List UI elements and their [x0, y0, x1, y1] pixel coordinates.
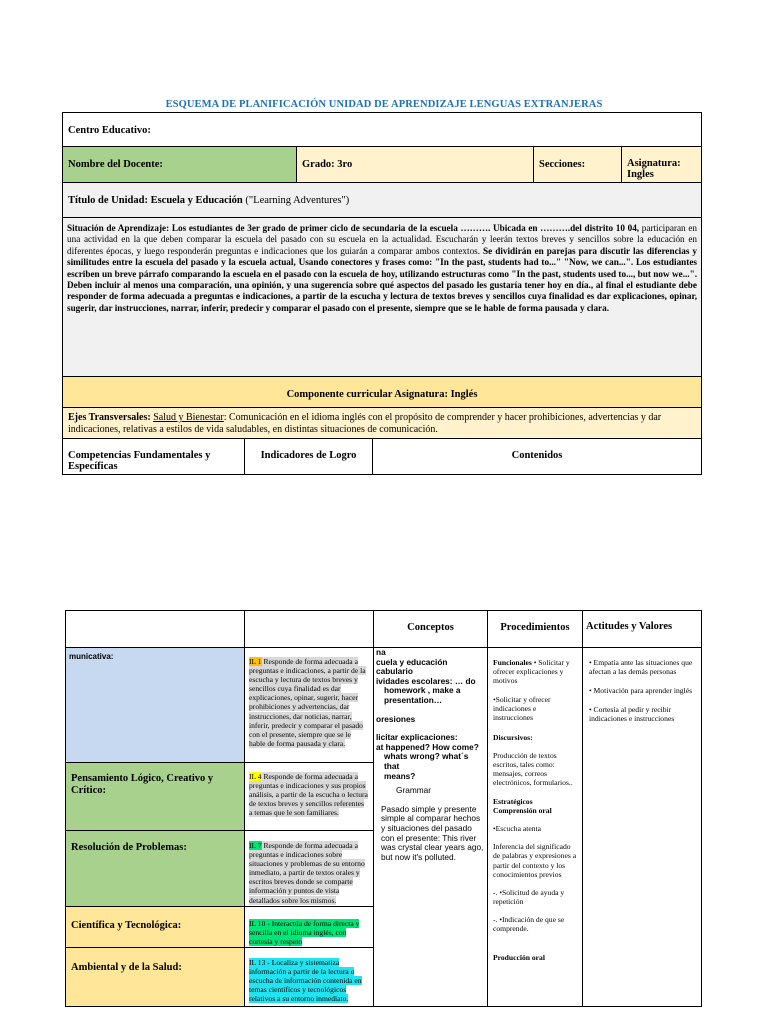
blank-header-cell-2	[244, 610, 374, 648]
col-procedimientos-label: Procedimientos	[500, 622, 570, 633]
competencia-name: Científica y Tecnológica:	[71, 920, 182, 931]
col-actitudes-header	[582, 610, 702, 648]
competencia-pensamiento	[65, 762, 245, 831]
grado-cell	[296, 146, 534, 183]
ejes-label: Ejes Transversales:	[68, 412, 151, 423]
concepto-line: presentation…	[384, 694, 443, 705]
indicador-il4	[244, 762, 374, 831]
actitudes-cell	[582, 647, 702, 1007]
indicador-text: - Localiza y sistematiza información a partir de la lectura o escucha de información contenida en temas científicos y tecnológicos relativos a su entorno inmediato.	[249, 958, 362, 1004]
proc-inferencia: Inferencia del significado de palabras y expresiones a partir del contexto y los conocimientos previos	[493, 842, 577, 879]
concepto-line: oresiones	[376, 713, 416, 724]
indicador-il7	[244, 830, 374, 907]
col-actitudes-label: Actitudes y Valores	[586, 621, 673, 632]
proc-indicacion: -. •Indicación de que se comprende.	[493, 914, 565, 933]
indicador-tag: IL 4	[249, 772, 262, 781]
concepto-line: licitar explicaciones:	[376, 732, 458, 743]
document-title: ESQUEMA DE PLANIFICACIÓN UNIDAD DE APRENDIZAJE LENGUAS EXTRANJERAS	[165, 99, 603, 110]
grado-label: Grado: 3ro	[302, 159, 353, 170]
proc-ayuda: -. •Solicitud de ayuda y repetición	[493, 887, 565, 906]
competencia-ambiental	[65, 947, 245, 1007]
indicador-tag: IL 7	[249, 841, 262, 850]
proc-discursivos: Discursivos:	[493, 732, 533, 742]
competencia-name: Resolución de Problemas:	[71, 842, 187, 853]
indicador-il10	[244, 906, 374, 948]
indicador-text: - Interactúa de forma directa y sencilla en el idioma inglés, con cortesía y respeto	[249, 919, 360, 947]
indicador-text: Responde de forma adecuada a preguntas e indicaciones y sus propios análisis, a partir de la escucha o lectura de textos breves y sencillos referentes a temas que le son familiares.	[249, 772, 368, 818]
competencia-name: Ambiental y de la Salud:	[71, 962, 182, 973]
concepto-line: at happened? How come?	[376, 741, 479, 752]
situacion-aprendizaje-cell	[62, 217, 702, 377]
componente-curricular-label: Componente curricular Asignatura: Inglés	[286, 389, 478, 400]
blank-header-cell	[65, 610, 245, 648]
col-contenidos-header	[372, 438, 702, 475]
situacion-p1: Los estudiantes de 3er grado de primer ciclo de secundaria de la escuela ………. Ubicada en ……….del distrito 10 04,	[169, 223, 640, 233]
situacion-label: Situación de Aprendizaje:	[67, 223, 170, 233]
proc-funcionales-label: Funcionales	[493, 658, 532, 667]
col-competencias-label: Competencias Fundamentales y Específicas	[68, 450, 211, 472]
secciones-label: Secciones:	[539, 159, 586, 170]
proc-produccion-oral: Producción oral	[493, 953, 545, 963]
asignatura-cell	[621, 146, 702, 183]
competencia-name: Pensamiento Lógico, Creativo y Crítico:	[71, 773, 214, 796]
concepto-line: na	[376, 647, 386, 657]
concepto-pasado: Pasado simple y presente simple al comparar hechos y situaciones del pasado con el presente: This river was crystal clear years ago, but now it's polluted.	[381, 803, 484, 862]
col-procedimientos-header	[487, 610, 583, 648]
ejes-tema: Salud y Bienestar	[153, 412, 224, 423]
proc-solicitar: •Solicitar y ofrecer indicaciones e instrucciones	[493, 695, 551, 723]
titulo-unidad-cell	[62, 182, 702, 218]
proc-comprension: Comprensión oral	[493, 806, 552, 816]
competencia-comunicativa	[65, 647, 245, 763]
secciones-cell	[533, 146, 622, 183]
asignatura-label: Asignatura:	[627, 158, 681, 169]
concepto-line: cuela y educación	[376, 656, 448, 667]
competencia-resolucion	[65, 830, 245, 907]
proc-funcionales	[493, 658, 578, 685]
procedimientos-cell	[487, 647, 583, 1007]
proc-estrategicos: Estratégicos	[493, 797, 533, 807]
ejes-transversales-cell	[62, 407, 702, 439]
col-competencias-header	[62, 438, 245, 475]
concepto-grammar: Grammar	[396, 785, 432, 796]
proc-funcionales-text: • Solicitar y ofrecer explicaciones y motivos	[493, 658, 570, 686]
indicador-text: Responde de forma adecuada a preguntas e indicaciones, a partir de la escucha y lectura de textos breves y sencillos cuya finalidad es dar explicaciones, opinar, sugerir, hacer prohibiciones y advertencias, dar instrucciones, dar noticias, narrar, inferir, predecir y comparar el pasado con el presente, siempre que se le hable de forma pausada y clara.	[249, 657, 366, 748]
actitud-item: • Motivación para aprender inglés	[589, 686, 693, 696]
concepto-line: whats wrong? what´s that	[384, 751, 469, 771]
col-contenidos-label: Contenidos	[511, 450, 563, 461]
centro-educativo-label: Centro Educativo:	[68, 125, 151, 136]
concepto-line: homework , make a	[384, 685, 461, 696]
ejes-texto: : Comunicación en el idioma inglés con el propósito de comprender y hacer prohibiciones, advertencias y dar indicaciones, relativas a estilos de vida saludables, en distintas situaciones de comunicación.	[68, 412, 662, 435]
titulo-unidad-label: Título de Unidad: Escuela y Educación	[68, 195, 243, 206]
indicador-il1	[244, 647, 374, 763]
indicador-tag: IL 1	[249, 657, 262, 666]
conceptos-cell	[373, 647, 488, 1007]
proc-produccion: Producción de textos escritos, tales como: mensajes, correos electrónicos, formularios..	[493, 750, 573, 787]
concepto-line: means?	[384, 770, 416, 781]
docente-cell	[62, 146, 297, 183]
titulo-unidad-en: ("Learning Adventures")	[242, 195, 350, 206]
situacion-p2: participaran en una actividad en la que deben comparar la escuela del pasado con su escuela en la actualidad. Escucharán y leerán textos breves y sencillos sobre la educación en diferentes épocas, y luego responderán preguntas e indicaciones que los guiarán a comparar ambos contextos.	[67, 223, 697, 256]
indicador-tag: IL 13	[249, 958, 266, 967]
proc-escucha: •Escucha atenta	[493, 824, 541, 834]
col-indicadores-header	[244, 438, 373, 475]
actitud-item: • Empatía ante las situaciones que afectan a las demás personas	[589, 658, 693, 677]
actitud-item: • Cortesía al pedir y recibir indicaciones e instrucciones	[589, 705, 675, 724]
asignatura-value: Ingles	[627, 169, 654, 180]
docente-label: Nombre del Docente:	[68, 159, 163, 170]
centro-educativo-cell	[62, 112, 702, 147]
col-conceptos-header	[373, 610, 488, 648]
concepto-line: cabulario	[376, 666, 413, 677]
competencia-cientifica	[65, 906, 245, 948]
componente-curricular-cell	[62, 376, 702, 408]
indicador-tag: IL 10	[249, 919, 266, 928]
competencia-name: municativa:	[69, 652, 114, 661]
col-conceptos-label: Conceptos	[407, 622, 454, 633]
situacion-p3: Se dividirán en parejas para discutir las diferencias y similitudes entre la escuela del pasado y la escuela actual, Usando conectores y frases como: "In the past, students had to..." "Now, we can...". Los estudiantes escriben un breve párrafo comparando la escuela en el pasado con la escuela de hoy, utilizando estructuras como "In the past, students used to..., but now we...". Deben incluir al menos una comparación, una opinión, y una sugerencia sobre qué aspectos del pasado les gustaría tener hoy en día., al final el estudiante debe responder de forma adecuada a preguntas e indicaciones, a partir de la escucha y lectura de textos breves y sencillos cuya finalidad es dar explicaciones, opinar, sugerir, dar instrucciones, narrar, inferir, predecir y comparar el pasado con el presente, siempre que se le hable de forma pausada y clara.	[67, 245, 697, 313]
indicador-text: Responde de forma adecuada a preguntas e indicaciones sobre situaciones y problemas de su entorno inmediato, a partir de textos orales y escritos breves donde se comparte información y puntos de vista detallados sobre los mismos.	[249, 841, 365, 905]
concepto-line: ividades escolares: … do	[376, 675, 476, 686]
col-indicadores-label: Indicadores de Logro	[260, 450, 357, 461]
indicador-il13	[244, 947, 374, 1007]
